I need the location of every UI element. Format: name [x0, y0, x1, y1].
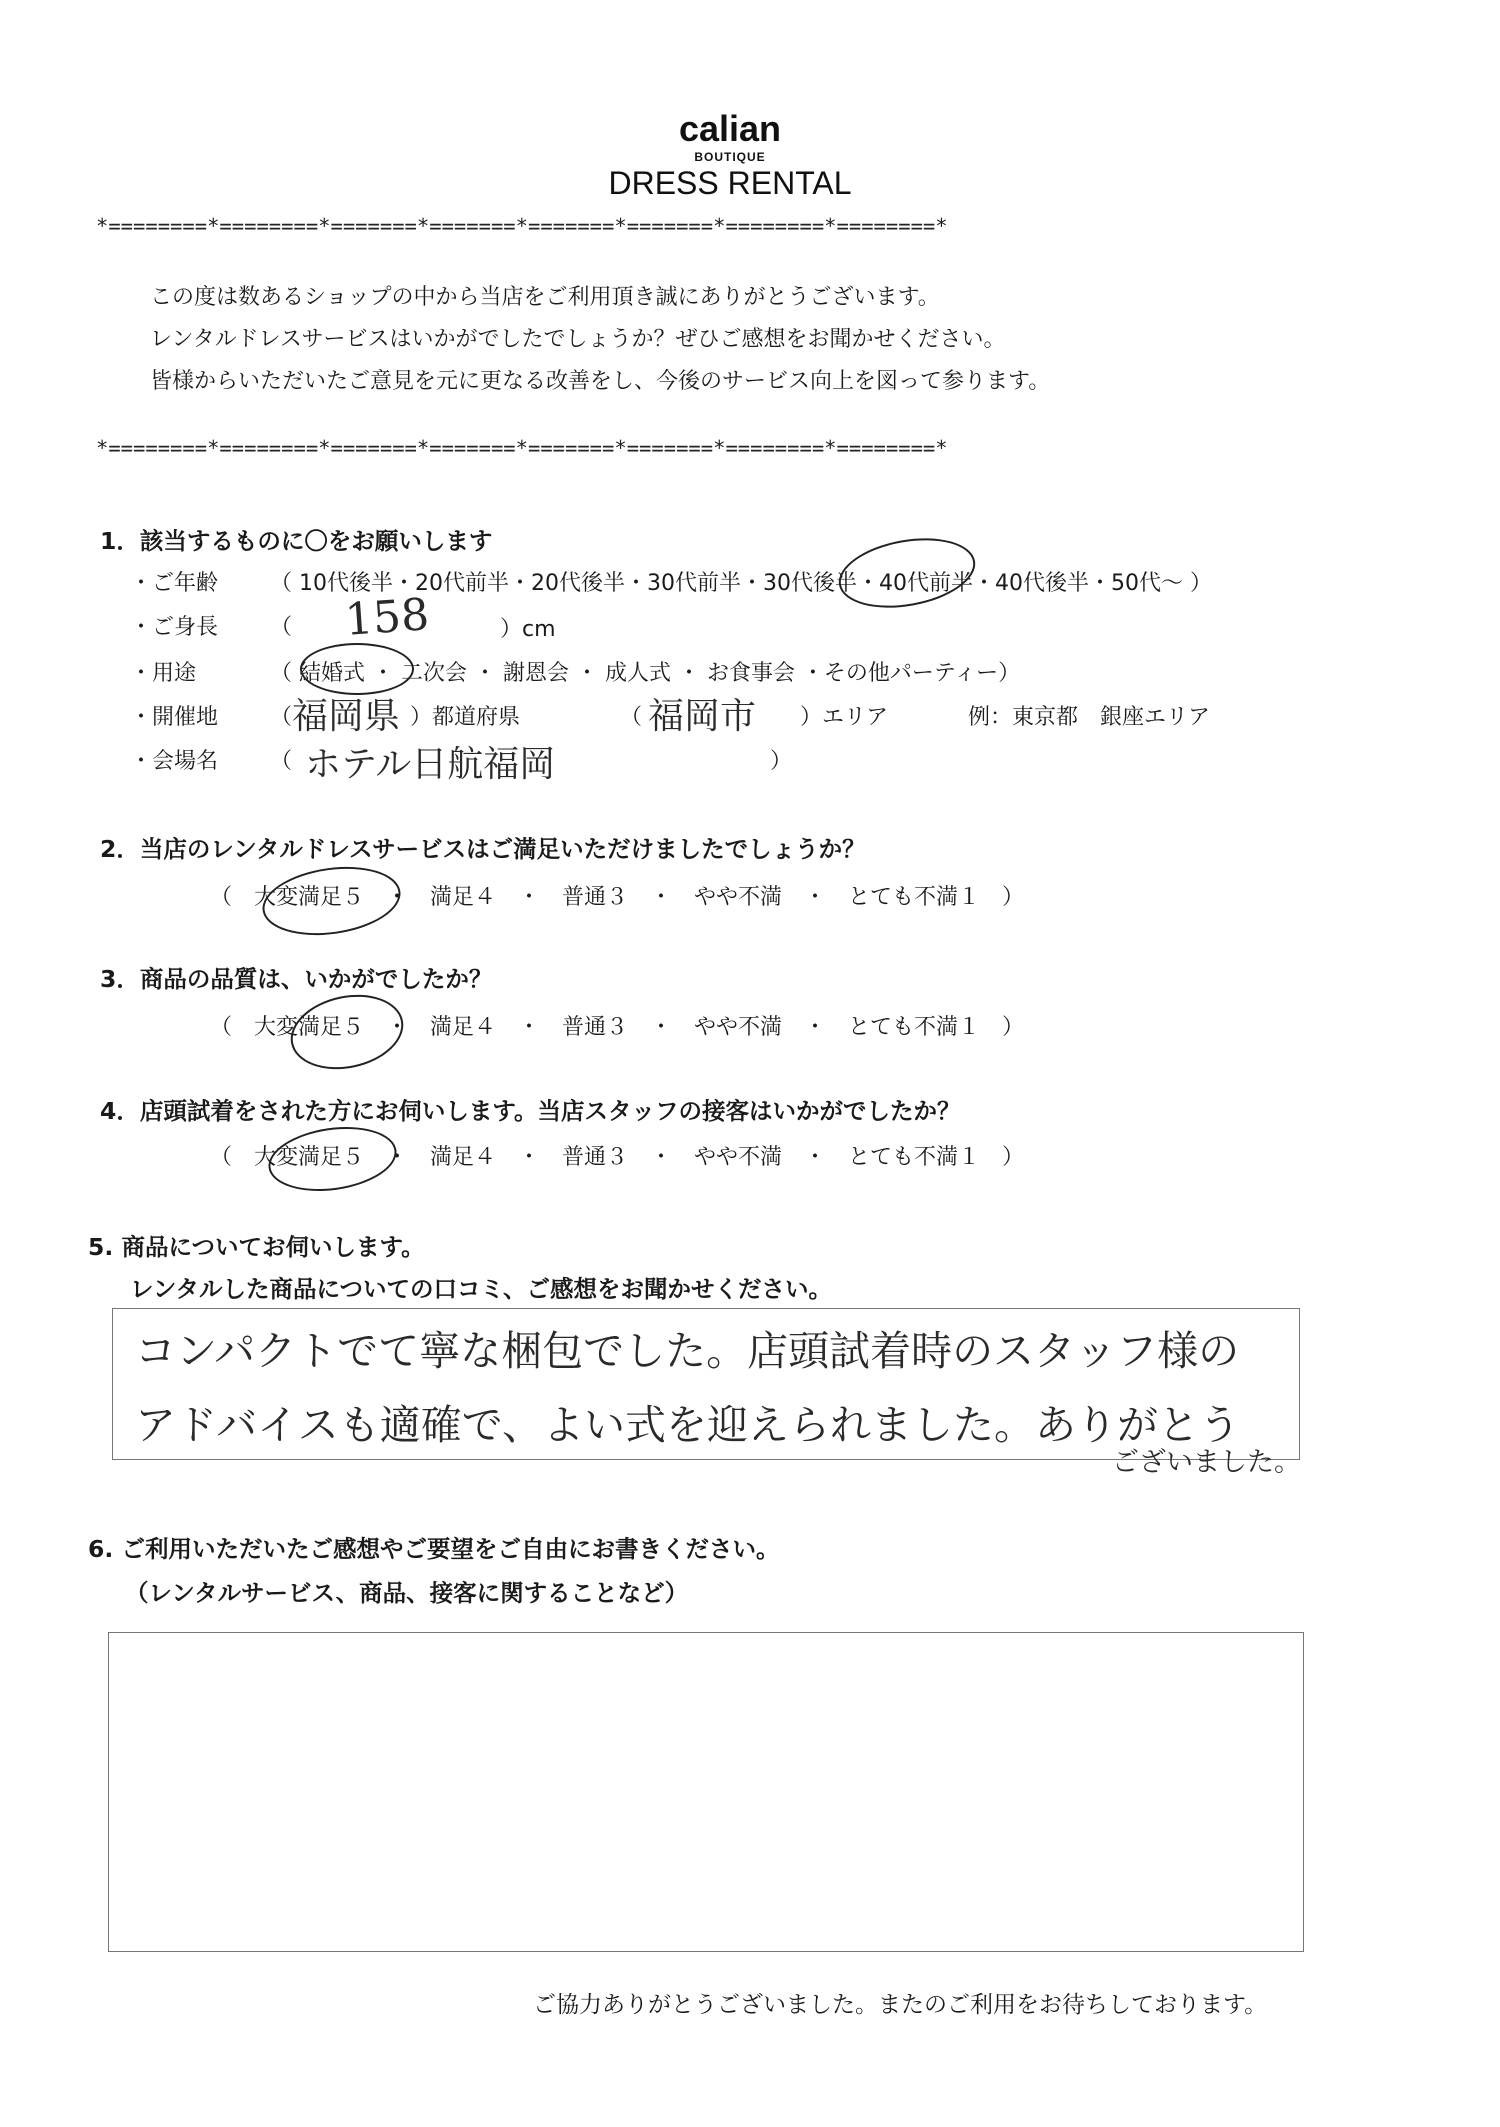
q5-answer-line-2: アドバイスも適確で、よい式を迎えられました。ありがとう [135, 1401, 1240, 1449]
height-open-paren: （ [270, 615, 293, 640]
purpose-label: ・用途 [130, 661, 197, 686]
location-pref-suffix: ）都道府県 [410, 705, 521, 730]
brand-logo-sub: BOUTIQUE [694, 150, 766, 164]
height-unit: ）cm [500, 617, 556, 642]
intro-line-1: この度は数あるショップの中から当店をご利用頂き誠にありがとうございます。 [150, 285, 940, 310]
age-selection-circle [833, 529, 980, 618]
location-pref-value[interactable]: 福岡県 [292, 696, 401, 737]
height-label: ・ご身長 [130, 615, 219, 640]
q3-selection-circle [284, 985, 410, 1079]
q5-answer-line-3: ございました。 [1112, 1447, 1301, 1478]
venue-close-paren: ） [770, 749, 793, 774]
intro-line-3: 皆様からいただいたご意見を元に更なる改善をし、今後のサービス向上を図って参ります。 [150, 369, 1051, 394]
location-area-suffix: ）エリア [800, 705, 889, 730]
q4-title: 4．店頭試着をされた方にお伺いします。当店スタッフの接客はいかがでしたか？ [100, 1097, 961, 1125]
venue-value[interactable]: ホテル日航福岡 [305, 744, 556, 785]
location-area-value[interactable]: 福岡市 [648, 696, 757, 737]
q5-subtitle: レンタルした商品についての口コミ、ご感想をお聞かせください。 [130, 1275, 833, 1303]
q3-title: 3．商品の品質は、いかがでしたか？ [100, 965, 493, 993]
q6-subtitle: （レンタルサービス、商品、接客に関することなど） [125, 1579, 689, 1607]
age-options[interactable]: （ 10代後半・20代前半・20代後半・30代前半・30代後半・40代前半・40代後半・50代～ ） [270, 571, 1212, 596]
separator-bottom: *========*========*=======*=======*=======*=======*========*========* [96, 436, 948, 460]
location-label: ・開催地 [130, 705, 219, 730]
q5-answer-line-1: コンパクトでて寧な梱包でした。店頭試着時のスタッフ様の [135, 1327, 1240, 1375]
venue-open-paren: （ [270, 749, 293, 774]
q3-rating-options[interactable]: （ 大変満足５ ・ 満足４ ・ 普通３ ・ やや不満 ・ とても不満１ ） [210, 1015, 1025, 1040]
venue-label: ・会場名 [130, 749, 219, 774]
page-title: DRESS RENTAL [608, 165, 852, 201]
q4-selection-circle [264, 1119, 400, 1198]
location-example: 例：東京都 銀座エリア [968, 705, 1211, 730]
intro-line-2: レンタルドレスサービスはいかがでしたでしょうか？ぜひご感想をお聞かせください。 [150, 327, 1006, 352]
purpose-options[interactable]: （ 結婚式 ・ 二次会 ・ 謝恩会 ・ 成人式 ・ お食事会 ・その他パーティー） [270, 661, 1021, 686]
q2-rating-options[interactable]: （ 大変満足５ ・ 満足４ ・ 普通３ ・ やや不満 ・ とても不満１ ） [210, 885, 1025, 910]
location-area-open-paren: （ [620, 705, 643, 730]
q2-selection-circle [258, 859, 405, 944]
q6-answer-box[interactable] [108, 1632, 1304, 1952]
separator-top: *========*========*=======*=======*=======*=======*========*========* [96, 214, 948, 238]
q4-rating-options[interactable]: （ 大変満足５ ・ 満足４ ・ 普通３ ・ やや不満 ・ とても不満１ ） [210, 1145, 1025, 1170]
q6-title: 6. ご利用いただいたご感想やご要望をご自由にお書きください。 [88, 1535, 780, 1563]
brand-logo-name: calian [678, 108, 782, 149]
location-open-paren: （ [270, 705, 293, 730]
height-value[interactable]: 158 [343, 589, 431, 646]
q5-title: 5. 商品についてお伺いします。 [88, 1233, 425, 1261]
footer-thanks: ご協力ありがとうございました。またのご利用をお待ちしております。 [533, 1992, 1268, 2018]
age-label: ・ご年齢 [130, 571, 219, 596]
q2-title: 2．当店のレンタルドレスサービスはご満足いただけましたでしょうか？ [100, 835, 866, 863]
q1-title: 1．該当するものに〇をお願いします [100, 527, 493, 555]
